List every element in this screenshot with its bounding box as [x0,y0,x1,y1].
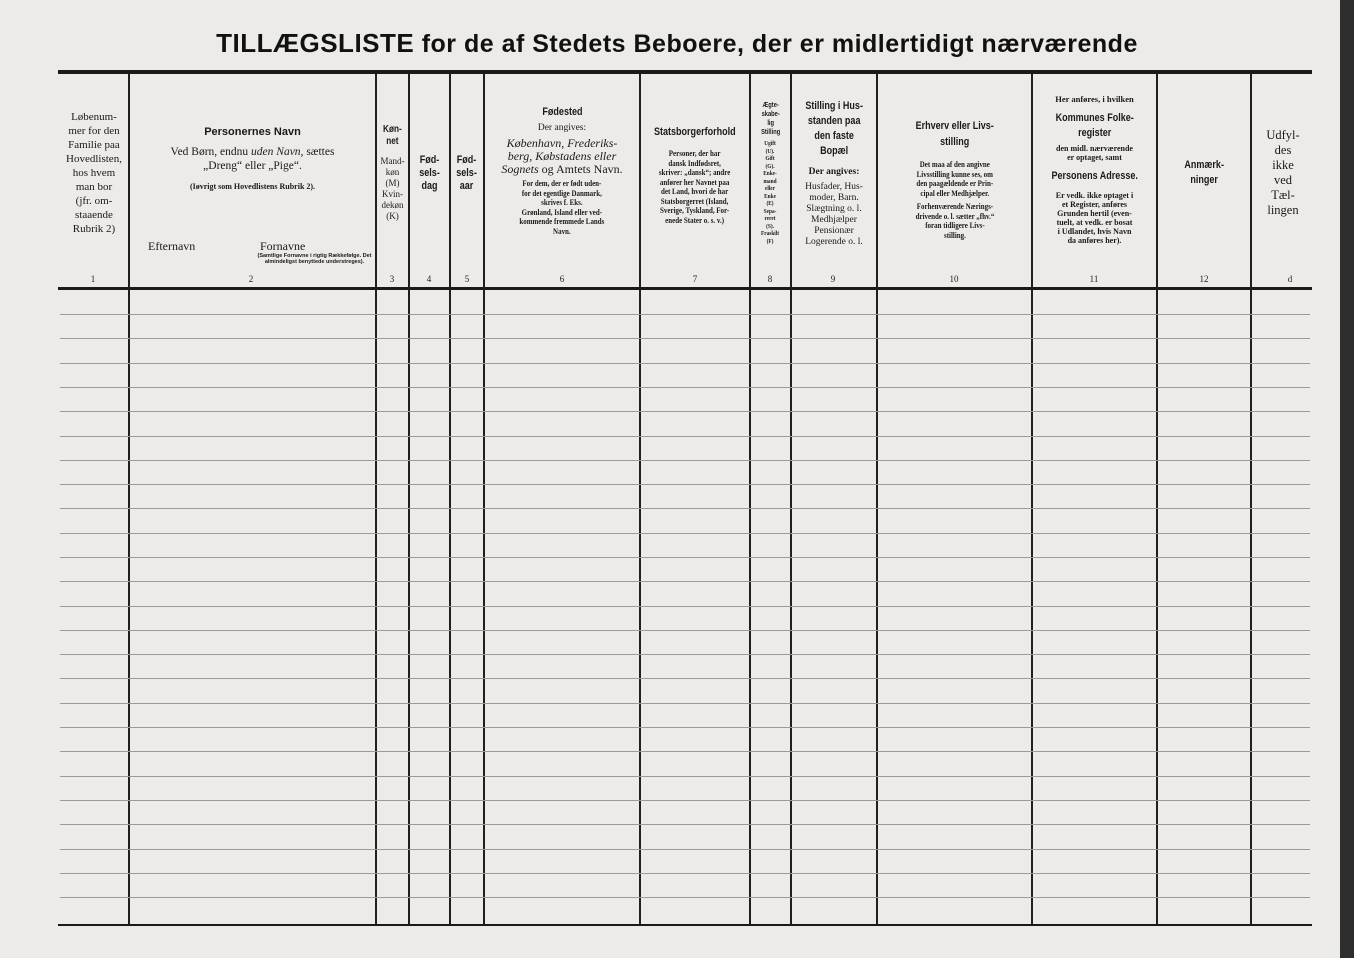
col-2-title: Personernes Navn [204,126,301,138]
col-5-title: Fød- sels- aar [456,153,478,192]
col-9-title: Stilling i Hus- standen paa den faste Bopæl [805,99,863,157]
col-2-surname-label: Efternavn [148,239,196,253]
col-10-text: Det maa af den angivne Livsstilling kunne ses, om den paagældende er Prin- cipal eller Medhjælper. [916,159,993,198]
col-2-line3: (Iøvrigt som Hovedlistens Rubrik 2). [189,182,316,191]
col-6-sognets: Sognets [501,162,539,176]
col-number: 10 [949,274,959,284]
col-7-title: Statsborgerforhold [654,126,736,138]
entry-row-line [60,630,1310,631]
entry-row-line [60,703,1310,704]
col-11-address: Personens Adresse. [1051,170,1138,182]
col-2-firstname-label: Fornavne [260,239,306,253]
col-6-subtitle: Der angives: [537,123,587,133]
col-11-title: Kommunes Folke- register [1055,112,1134,139]
header-col-4 [410,80,449,266]
header-rule [58,287,1312,290]
col-number: 6 [559,274,565,284]
entry-row-line [60,727,1310,728]
header-col-10 [878,80,1031,266]
col-12-title: Anmærk- ninger [1184,159,1224,186]
header-col-3 [377,80,408,266]
header-col-1 [60,80,128,266]
entry-row-line [60,849,1310,850]
form-title-rest: for de af Stedets Beboere, der er midlertidigt nærværende [421,30,1138,58]
entry-row-line [60,533,1310,534]
col-10-text2: Forhenværende Nærings- drivende o. l. sætter „fhv.“ foran tidligere Livs- stilling. [915,201,994,240]
form-title-main: TILLÆGSLISTE [216,28,415,58]
header-col-7 [641,80,749,266]
col-6-note: For dem, der er født uden- for det egentlige Danmark, skrives f. Eks. Grønland, Island eller ved- kommende fremmede Lands Navn. [519,178,605,236]
header-col-d [1252,80,1314,266]
col-number: 3 [389,274,395,284]
header-col-6 [485,80,639,266]
entry-row-line [60,897,1310,898]
col-11-note: Er vedk. ikke optaget i et Register, anføres Grunden hertil (even- tuelt, at vedk. er bosat i Udlandet, hvis Navn da anføres her). [1055,191,1134,245]
entry-row-line [60,363,1310,364]
col-2-line2: „Dreng“ eller „Pige“. [203,160,302,172]
col-3-text: Mand- køn (M) Kvin- dekøn (K) [380,156,405,221]
entry-row-line [60,460,1310,461]
entry-row-line [60,338,1310,339]
entry-row-line [60,678,1310,679]
entry-row-line [60,581,1310,582]
col-11-text: den midl. nærværende er optaget, samt [1056,144,1133,162]
header-col-9 [792,80,876,266]
scan-edge [1340,0,1354,958]
entry-row-line [60,751,1310,752]
entry-row-line [60,606,1310,607]
col-2-line1c: sættes [303,146,335,158]
col-number: 11 [1089,274,1099,284]
entry-row-line [60,557,1310,558]
entry-row-line [60,314,1310,315]
col-2-line1a: Ved Børn, endnu [170,146,252,158]
entry-row-line [60,411,1310,412]
col-4-title: Fød- sels- dag [419,153,440,192]
col-2-firstname-note: (Samtlige Fornavne i rigtig Rækkefølge. Det almindeligst benyttede understreges). [257,253,372,265]
col-7-text: Personer, der har dansk Indfødsret, skriver: „dansk“; andre anfører her Navnet paa det Land, hvori de har Statsborgerret (Island, Sverige, Tyskland, For- enede Stater o. s. v.) [659,148,731,225]
entry-row-line [60,873,1310,874]
col-1-text: Løbenum- mer for den Familie paa Hovedlisten, hos hvem man bor (jfr. om- staaende Rubrik 2) [66,111,122,235]
col-number: 7 [692,274,698,284]
col-6-cities: København, Frederiks- berg, Købstadens eller [506,136,618,163]
col-number: d [1287,274,1293,284]
col-d-text: Udfyl- des ikke ved Tæl- lingen [1266,128,1300,217]
entry-row-line [60,508,1310,509]
entry-row-line [60,436,1310,437]
entry-row-line [60,800,1310,801]
col-number: 9 [830,274,836,284]
entry-row-line [60,387,1310,388]
col-2-line1b: uden Navn, [251,146,304,158]
col-number: 8 [767,274,773,284]
col-6-rest: og Amtets Navn. [538,162,623,176]
col-3-title: Køn- net [383,124,402,147]
col-6-title: Fødested [541,106,583,118]
header-col-5 [451,80,483,266]
entry-row-line [60,824,1310,825]
col-9-text: Husfader, Hus- moder, Barn. Slægtning o. l. Medhjælper Pensionær Logerende o. l. [805,181,863,247]
entry-row-line [60,654,1310,655]
col-number: 2 [248,274,254,284]
bottom-rule [58,924,1312,926]
header-col-12 [1158,80,1250,266]
top-rule [58,70,1312,74]
col-number: 4 [426,274,432,284]
form-title [0,28,1354,59]
col-11-intro: Her anføres, i hvilken [1055,94,1134,104]
entry-row-line [60,776,1310,777]
col-8-title: Ægte- skabe- lig Stilling [760,102,781,136]
col-number: 1 [90,274,96,284]
col-10-title: Erhverv eller Livs- stilling [915,120,994,148]
header-col-11 [1033,80,1156,266]
col-number: 5 [464,274,470,284]
header-col-8 [751,80,790,266]
col-8-text: Ugift (U). Gift (G). Enke- mand eller Enke (E) Sepa- reret (S). Fraskilt (F) [761,140,780,245]
col-9-subtitle: Der angives: [808,166,860,177]
col-number: 12 [1199,274,1209,284]
entry-row-line [60,484,1310,485]
